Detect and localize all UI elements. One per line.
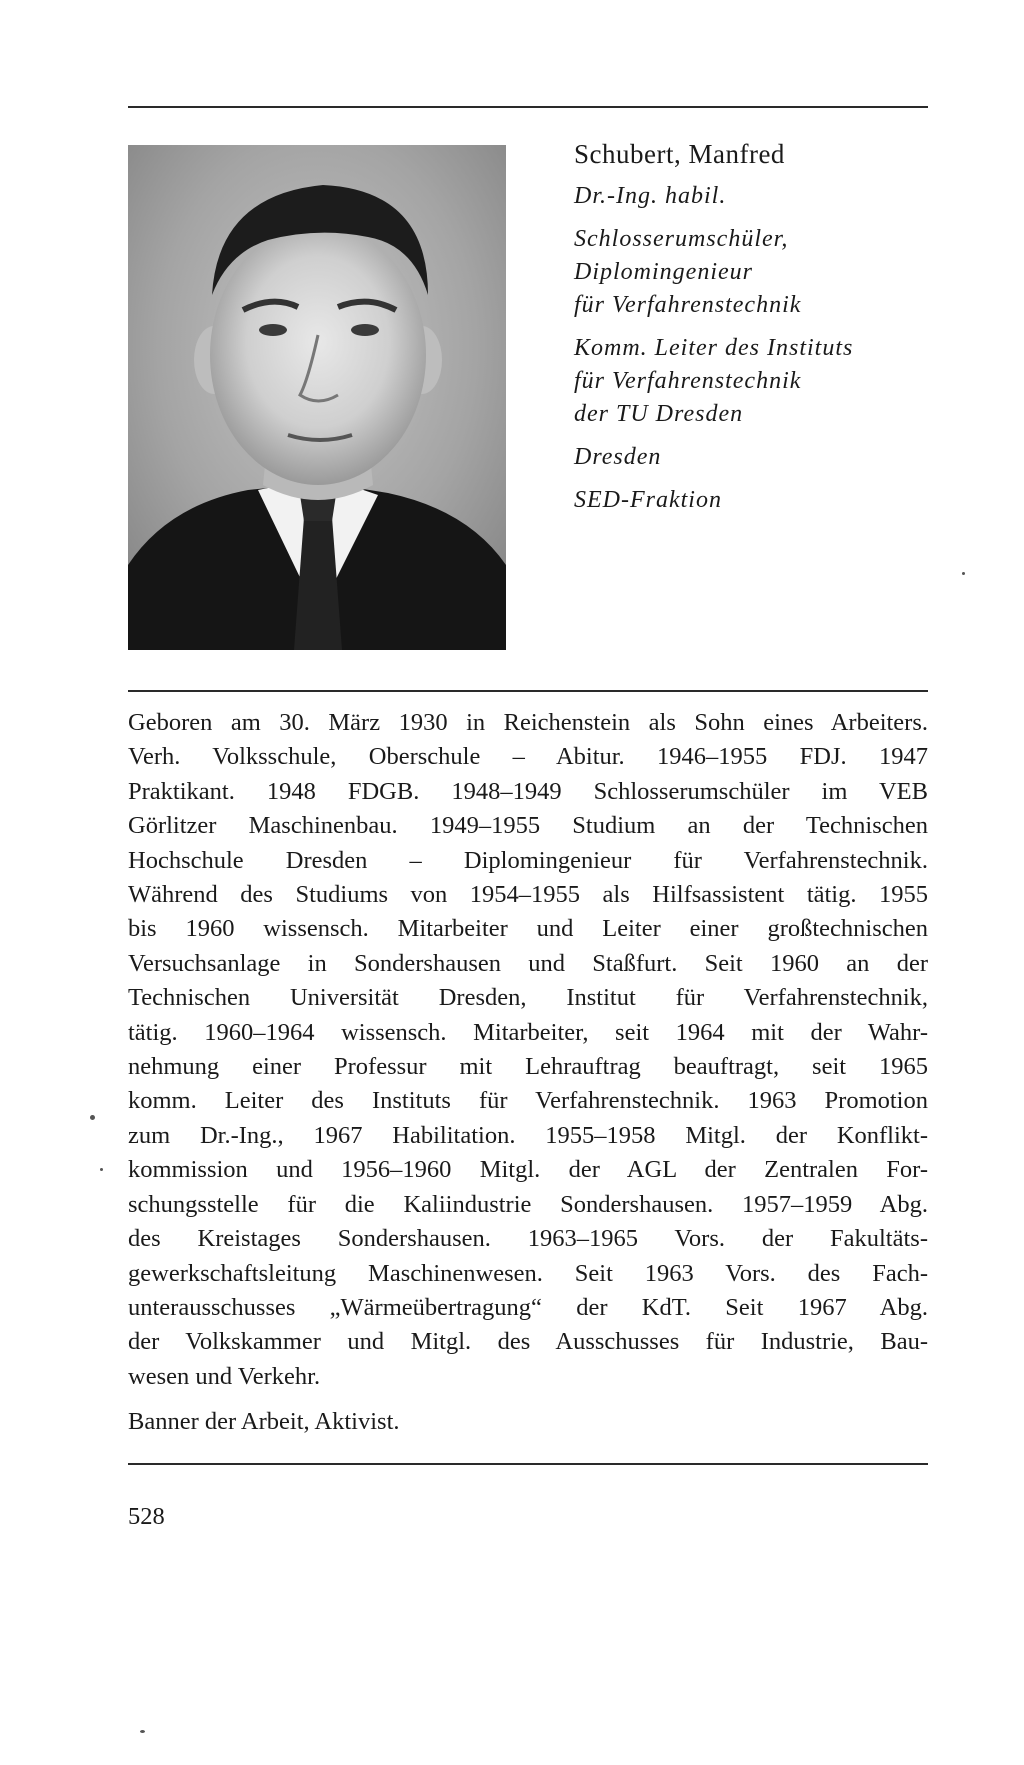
residence-block bbox=[574, 441, 928, 474]
profession-block bbox=[574, 223, 928, 322]
awards-line: Banner der Arbeit, Aktivist. bbox=[128, 1408, 400, 1435]
biography-line: schungsstelle für die Kaliindustrie Sondershausen. 1957–1959 Abg. bbox=[128, 1190, 928, 1218]
portrait-photo bbox=[128, 145, 506, 650]
position-block bbox=[574, 332, 928, 431]
biography-line: Geboren am 30. März 1930 in Reichenstein als Sohn eines Arbeiters. bbox=[128, 709, 928, 736]
biography-line: Praktikant. 1948 FDGB. 1948–1949 Schlosserumschüler im VEB bbox=[128, 777, 928, 805]
biography-paragraph bbox=[128, 706, 928, 1394]
print-speck bbox=[90, 1115, 95, 1120]
biography-line: nehmung einer Professur mit Lehrauftrag beauftragt, seit 1965 bbox=[128, 1053, 928, 1081]
residence: Dresden bbox=[574, 444, 662, 470]
biography-line: Görlitzer Maschinenbau. 1949–1955 Studium an der Technischen bbox=[128, 812, 928, 840]
biography-line: unterausschusses „Wärmeübertragung“ der KdT. Seit 1967 Abg. bbox=[128, 1293, 928, 1321]
print-speck bbox=[962, 572, 965, 575]
print-speck bbox=[100, 1168, 103, 1171]
middle-rule bbox=[128, 690, 928, 692]
faction: SED-Fraktion bbox=[574, 487, 722, 513]
profession-line: Diplomingenieur bbox=[574, 259, 753, 285]
top-rule bbox=[128, 106, 928, 108]
title-block bbox=[574, 180, 928, 213]
print-speck bbox=[140, 1730, 145, 1733]
biography-line: Versuchsanlage in Sondershausen und Staßfurt. Seit 1960 an der bbox=[128, 949, 928, 977]
entry-header bbox=[574, 138, 928, 527]
biography-line: bis 1960 wissensch. Mitarbeiter und Leiter einer großtechnischen bbox=[128, 915, 928, 943]
biography-line: Während des Studiums von 1954–1955 als Hilfsassistent tätig. 1955 bbox=[128, 881, 928, 909]
biography-line: gewerkschaftsleitung Maschinenwesen. Seit 1963 Vors. des Fach- bbox=[128, 1259, 928, 1287]
biography-line: komm. Leiter des Instituts für Verfahrenstechnik. 1963 Promotion bbox=[128, 1087, 928, 1115]
profession-line: Schlosserumschüler, bbox=[574, 226, 789, 252]
biography-line: Technischen Universität Dresden, Institut für Verfahrenstechnik, bbox=[128, 984, 928, 1012]
biography-line: Verh. Volksschule, Oberschule – Abitur. 1946–1955 FDJ. 1947 bbox=[128, 743, 928, 771]
profession-line: für Verfahrenstechnik bbox=[574, 292, 802, 318]
biography-line: Hochschule Dresden – Diplomingenieur für Verfahrenstechnik. bbox=[128, 846, 928, 874]
biography-line: wesen und Verkehr. bbox=[128, 1362, 321, 1390]
biography-line: der Volkskammer und Mitgl. des Ausschusses für Industrie, Bau- bbox=[128, 1328, 928, 1356]
position-line: Komm. Leiter des Instituts bbox=[574, 335, 854, 361]
page-number: 528 bbox=[128, 1503, 165, 1530]
biography-line: zum Dr.-Ing., 1967 Habilitation. 1955–1958 Mitgl. der Konflikt- bbox=[128, 1121, 928, 1149]
portrait-illustration bbox=[128, 145, 506, 650]
biography-line: kommission und 1956–1960 Mitgl. der AGL der Zentralen For- bbox=[128, 1156, 928, 1184]
academic-title: Dr.-Ing. habil. bbox=[574, 183, 727, 209]
biography-line: tätig. 1960–1964 wissensch. Mitarbeiter, seit 1964 mit der Wahr- bbox=[128, 1018, 928, 1046]
person-name: Schubert, Manfred bbox=[574, 139, 785, 169]
biography-line: des Kreistages Sondershausen. 1963–1965 Vors. der Fakultäts- bbox=[128, 1225, 928, 1253]
position-line: der TU Dresden bbox=[574, 401, 744, 427]
faction-block bbox=[574, 484, 928, 517]
position-line: für Verfahrenstechnik bbox=[574, 368, 802, 394]
bottom-rule bbox=[128, 1463, 928, 1465]
